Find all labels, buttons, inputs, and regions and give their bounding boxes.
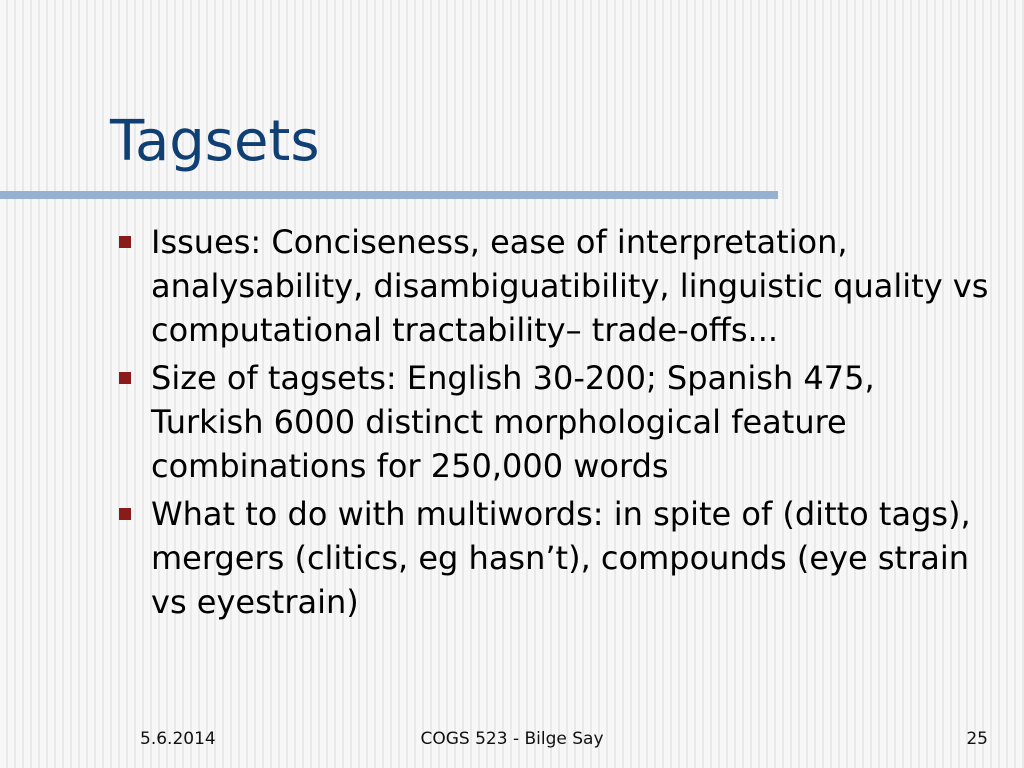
square-bullet-icon [119,372,131,384]
bullet-item-size-of-tagsets [115,356,995,488]
bullet-text: What to do with multiwords: in spite of (ditto tags), mergers (clitics, eg hasn’t), compounds (eye strain vs eyestrain) [151,495,971,621]
bullet-list [115,220,995,628]
square-bullet-icon [119,236,131,248]
title-underline-rule [0,191,778,199]
bullet-item-issues [115,220,995,352]
bullet-text: Issues: Conciseness, ease of interpretation, analysability, disambiguatibility, linguistic quality vs computational tractability– trade-offs... [151,223,989,349]
footer-page-number: 25 [966,729,988,749]
slide-title: Tagsets [110,109,320,174]
bullet-item-multiwords [115,492,995,624]
footer-course-author: COGS 523 - Bilge Say [420,729,604,749]
footer-date: 5.6.2014 [140,729,216,749]
bullet-text: Size of tagsets: English 30-200; Spanish 475, Turkish 6000 distinct morphological feature combinations for 250,000 words [151,359,875,485]
square-bullet-icon [119,508,131,520]
